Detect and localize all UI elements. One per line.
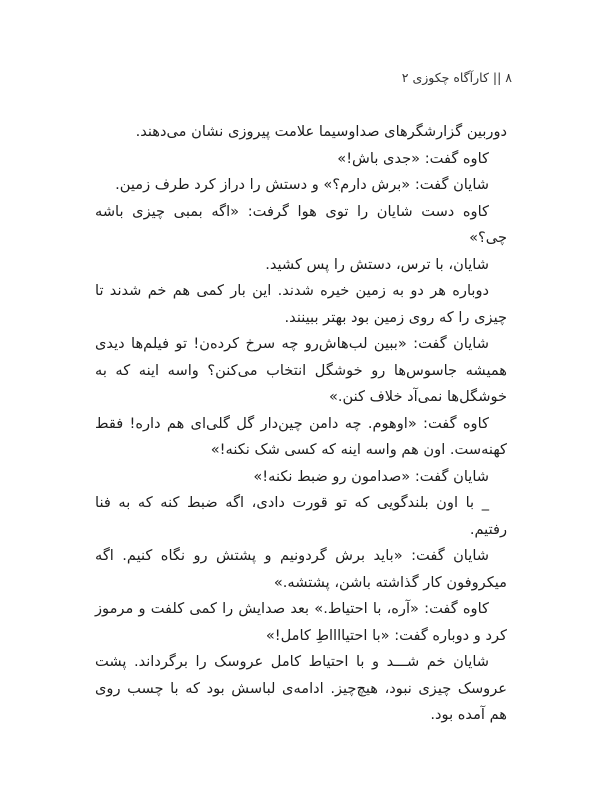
body-text: [95, 119, 507, 729]
paragraph: کاوه گفت: «اوهوم. چه دامن چین‌دار گل گلی‌ای هم داره! فقط کهنه‌ست. اون هم واسه اینه که کسی شک نکنه!»: [95, 414, 507, 458]
paragraph: کاوه گفت: «آره، با احتیاط.» بعد صدایش را کمی کلفت و مرموز کرد و دوباره گفت: «با احتیااااطِ کامل!»: [95, 600, 507, 644]
paragraph: شایان خم شـــد و با احتیاط کامل عروسک را برگرداند. پشت عروسک چیزی نبود، هیچ‌چیز. ادامه‌ی لباسش بود که با چسب روی هم آمده بود.: [95, 653, 507, 723]
paragraph: دوباره هر دو به زمین خیره شدند. این بار کمی هم خم شدند تا چیزی را که روی زمین بود بهتر ببینند.: [95, 282, 507, 326]
paragraph: شایان گفت: «ببین لب‌هاش‌رو چه سرخ کرده‌ن! تو فیلم‌ها دیدی همیشه جاسوس‌ها رو خوشگل انتخاب می‌کنن؟ واسه اینه که به خوشگل‌ها نمی‌آد خلاف کنن.»: [95, 335, 507, 405]
paragraph: دوربین گزارشگرهای صداوسیما علامت پیروزی نشان می‌دهند.: [135, 123, 507, 140]
running-head: ۸ || کارآگاه چکوزی ۲: [401, 70, 512, 85]
paragraph: کاوه دست شایان را توی هوا گرفت: «اگه بمبی چیزی باشه چی؟»: [95, 202, 507, 246]
paragraph: شایان گفت: «باید برش گردونیم و پشتش رو نگاه کنیم. اگه میکروفون کار گذاشته باشن، پشتشه.»: [95, 547, 507, 591]
paragraph: شایان گفت: «برش دارم؟» و دستش را دراز کرد طرف زمین.: [115, 176, 489, 193]
paragraph: شایان گفت: «صدامون رو ضبط نکنه!»: [253, 467, 489, 485]
paragraph: کاوه گفت: «جدی باش!»: [337, 149, 489, 167]
paragraph: _ با اون بلندگویی که تو قورت دادی، اگه ضبط کنه که به فنا رفتیم.: [95, 494, 507, 538]
paragraph: شایان، با ترس، دستش را پس کشید.: [265, 255, 489, 273]
